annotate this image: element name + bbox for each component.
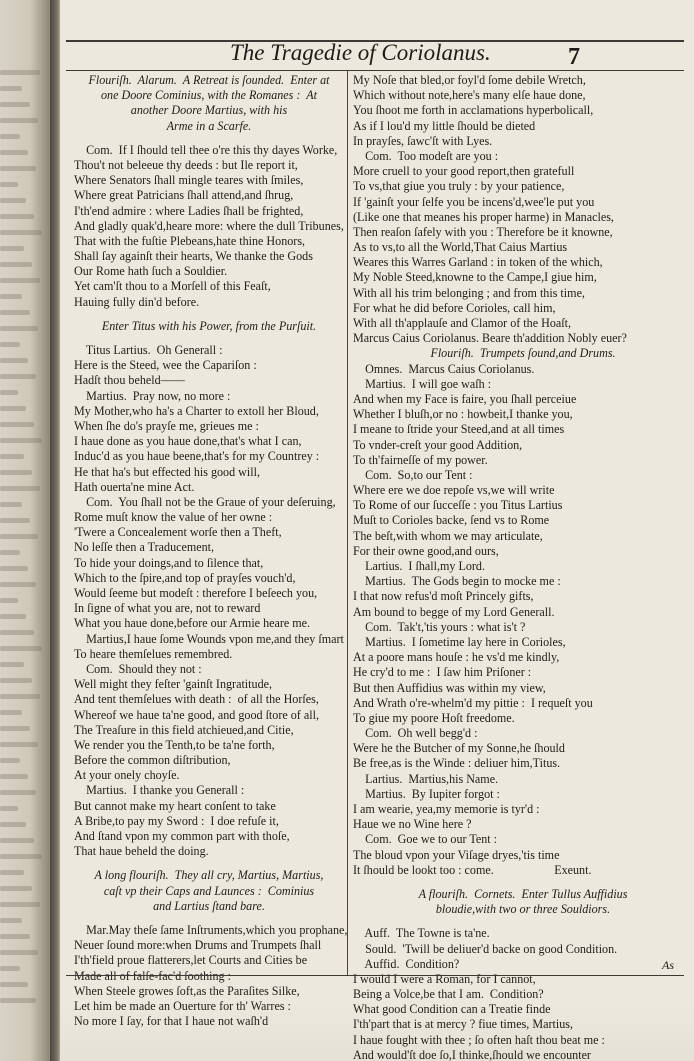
text-line: To hide your doings,and to ſilence that,: [74, 555, 264, 570]
text-line: At your onely choyſe.: [74, 768, 180, 783]
text-line: That haue beheld the doing.: [74, 844, 209, 859]
stage-direction: one Doore Cominius, with the Romanes : At: [101, 88, 317, 103]
ghost-text-line: [0, 678, 32, 683]
ghost-text-line: [0, 86, 22, 91]
text-line: I haue done as you haue done,that's what I can,: [74, 434, 302, 449]
stage-direction: A long flouriſh. They all cry, Martius, Martius,: [94, 868, 324, 883]
text-line: In prayſes, ſawc'ſt with Lyes.: [353, 133, 493, 148]
text-line: We render you the Tenth,to be ta'ne forth,: [74, 737, 275, 752]
text-line: As if I lou'd my little ſhould be dieted: [353, 118, 536, 133]
ghost-text-line: [0, 662, 24, 667]
text-line: For what he did before Corioles, call him,: [353, 300, 556, 315]
ghost-text-line: [0, 454, 24, 459]
text-line: That with the fuſtie Plebeans,hate thine Honors,: [74, 233, 306, 248]
column-gap: [353, 878, 693, 887]
ghost-text-line: [0, 854, 42, 859]
text-line: Rome muſt know the value of her owne :: [74, 510, 273, 525]
right-text-column: [353, 73, 693, 1061]
ghost-text-line: [0, 838, 34, 843]
stage-direction: Enter Titus with his Power, from the Purſuit.: [101, 318, 317, 333]
stage-direction: Arme in a Scarfe.: [166, 118, 252, 133]
stage-direction: bloudie,with two or three Souldiors.: [435, 902, 611, 917]
text-line: A Bribe,to pay my Sword : I doe refuſe it,: [74, 813, 279, 828]
ghost-text-line: [0, 758, 20, 763]
ghost-text-line: [0, 550, 20, 555]
ghost-text-line: [0, 214, 34, 219]
ghost-text-line: [0, 982, 28, 987]
ghost-text-line: [0, 134, 20, 139]
text-line: Marcus Caius Coriolanus. Beare th'addition Nobly euer?: [353, 331, 627, 346]
ghost-text-line: [0, 182, 18, 187]
text-line: And when my Face is faire, you ſhall perceiue: [353, 391, 577, 406]
text-line: To giue my poore Hoſt freedome.: [353, 710, 515, 725]
ghost-text-line: [0, 118, 38, 123]
page-number: 7: [568, 44, 580, 70]
text-line: Neuer ſound more:when Drums and Trumpets ſhall: [74, 938, 322, 953]
text-line: I'th'field proue flatterers,let Courts and Cities be: [74, 953, 308, 968]
ghost-text-line: [0, 310, 30, 315]
text-line: To Rome of our ſucceſſe : you Titus Lartius: [353, 498, 563, 513]
text-line: But then Auffidius was within my view,: [353, 680, 546, 695]
text-line: Lartius. Martius,his Name.: [353, 771, 499, 786]
text-line: Com. If I ſhould tell thee o're this thy dayes Worke,: [74, 142, 338, 157]
text-line: Before the common diſtribution,: [74, 753, 231, 768]
book-page: [60, 0, 694, 1061]
ghost-text-line: [0, 742, 38, 747]
text-line: Martius. I ſometime lay here in Corioles,: [353, 634, 566, 649]
text-line: And tent themſelues with death : of all the Horſes,: [74, 692, 319, 707]
text-line: When ſhe do's prayſe me, grieues me :: [74, 418, 259, 433]
text-line: Were he the Butcher of my Sonne,he ſhould: [353, 741, 565, 756]
text-line: With all his trim belonging ; and from this time,: [353, 285, 585, 300]
text-line: Yet cam'ſt thou to a Morſell of this Feaſt,: [74, 279, 271, 294]
text-line: Whether I bluſh,or no : howbeit,I thanke you,: [353, 407, 573, 422]
column-gap: [74, 914, 344, 923]
ghost-text-line: [0, 726, 30, 731]
ghost-text-line: [0, 582, 36, 587]
stage-direction: Flouriſh. Alarum. A Retreat is ſounded. Enter at: [88, 73, 330, 87]
text-line: It ſhould be lookt too : come. Exeunt.: [353, 862, 592, 877]
text-line: Lartius. I ſhall,my Lord.: [353, 559, 485, 573]
text-line: To vnder-creſt your good Addition,: [353, 437, 523, 452]
text-line: And would'ſt doe ſo,I thinke,ſhould we encounter: [353, 1047, 591, 1061]
text-line: He that ha's but effected his good will,: [74, 464, 261, 479]
stage-direction: another Doore Martius, with his: [130, 103, 288, 118]
text-line: To th'fairneſſe of my power.: [353, 452, 488, 467]
catchword: As: [662, 958, 674, 972]
text-line: At a poore mans houſe : he vs'd me kindly,: [353, 650, 560, 665]
ghost-text-line: [0, 342, 20, 347]
text-line: What you haue done,before our Armie heare me.: [74, 616, 311, 631]
text-line: I haue fought with thee ; ſo often haſt thou beat me :: [353, 1032, 605, 1047]
header-rule-lower: [66, 70, 684, 71]
text-line: Martius,I haue ſome Wounds vpon me,and they ſmart: [74, 631, 344, 646]
ghost-text-line: [0, 150, 28, 155]
text-line: Martius. By Iupiter forgot :: [353, 786, 500, 801]
text-line: Haue we no Wine here ?: [353, 817, 472, 832]
ghost-text-line: [0, 598, 18, 603]
text-line: I would I were a Roman, for I cannot,: [353, 971, 536, 986]
ghost-text-line: [0, 262, 32, 267]
text-line: He cry'd to me : I ſaw him Priſoner :: [353, 665, 532, 680]
text-line: To heare themſelues remembred.: [74, 646, 233, 661]
column-gap: [74, 134, 344, 143]
stage-direction: and Lartius ſtand bare.: [153, 898, 265, 913]
ghost-text-line: [0, 966, 20, 971]
left-text-column: [74, 73, 348, 1029]
ghost-text-line: [0, 278, 40, 283]
text-line: Com. So,to our Tent :: [353, 467, 473, 482]
text-line: I'th'end admire : where Ladies ſhall be frighted,: [74, 203, 304, 218]
text-line: Titus Lartius. Oh Generall :: [74, 343, 223, 357]
stage-direction: caſt vp their Caps and Launces : Cominius: [103, 883, 315, 898]
text-line: Which without note,here's many elſe haue done,: [353, 88, 586, 103]
ghost-text-line: [0, 630, 34, 635]
ghost-text-line: [0, 694, 40, 699]
text-line: Hadſt thou beheld——: [74, 373, 185, 388]
text-line: And gladly quak'd,heare more: where the dull Tribunes,: [74, 218, 344, 233]
ghost-text-line: [0, 886, 32, 891]
ghost-text-line: [0, 534, 38, 539]
text-line: And Wrath o're-whelm'd my pittie : I requeſt you: [353, 695, 593, 710]
text-line: As to vs,to all the World,That Caius Martius: [353, 240, 568, 255]
ghost-text-line: [0, 710, 22, 715]
ghost-text-line: [0, 902, 40, 907]
text-line: I that now refus'd moſt Princely gifts,: [353, 589, 534, 604]
ghost-text-line: [0, 566, 28, 571]
text-line: Com. Oh well begg'd :: [353, 726, 478, 741]
text-line: My Noble Steed,knowne to the Campe,I giue him,: [353, 270, 597, 285]
ghost-text-line: [0, 406, 26, 411]
text-line: I am wearie, yea,my memorie is tyr'd :: [353, 802, 540, 816]
column-gap: [74, 334, 344, 343]
footer-rule: [66, 975, 684, 976]
ghost-text-line: [0, 918, 22, 923]
text-line: Martius. I will goe waſh :: [353, 376, 492, 391]
text-line: Martius. The Gods begin to mocke me :: [353, 574, 561, 589]
ghost-text-line: [0, 326, 38, 331]
ghost-text-line: [0, 806, 18, 811]
ghost-text-line: [0, 438, 42, 443]
ghost-text-line: [0, 198, 26, 203]
text-line: My Mother,who ha's a Charter to extoll her Bloud,: [74, 403, 319, 418]
ghost-text-line: [0, 230, 42, 235]
text-line: Mar.May theſe ſame Inſtruments,which you prophane,: [74, 922, 348, 937]
text-line: Where Senators ſhall mingle teares with ſmiles,: [74, 173, 304, 188]
column-gap: [74, 859, 344, 868]
text-line: To vs,that giue you truly : by your patience,: [353, 179, 565, 194]
ghost-text-line: [0, 646, 42, 651]
text-line: Auffid. Condition?: [353, 956, 460, 971]
ghost-text-line: [0, 822, 26, 827]
text-line: Com. Tak't,'tis yours : what is't ?: [353, 619, 526, 634]
text-line: Let him be made an Ouerture for th' Warres :: [74, 998, 291, 1013]
text-line: Weares this Warres Garland : in token of the which,: [353, 255, 603, 270]
ghost-text-line: [0, 70, 40, 75]
text-line: No more I ſay, for that I haue not waſh'd: [74, 1014, 269, 1029]
ghost-text-line: [0, 774, 28, 779]
text-line: Where great Patricians ſhall attend,and ſhrug,: [74, 188, 294, 203]
text-line: Am bound to begge of my Lord Generall.: [353, 604, 555, 619]
text-line: I meane to ſtride your Steed,and at all times: [353, 422, 565, 437]
text-line: Sould. 'Twill be deliuer'd backe on good Condition.: [353, 941, 618, 956]
text-line: If 'gainſt your ſelfe you be incens'd,wee'le put you: [353, 194, 595, 209]
text-line: Which to the ſpire,and top of prayſes vouch'd,: [74, 570, 296, 585]
text-line: Martius. Pray now, no more :: [74, 388, 231, 403]
ghost-text-line: [0, 390, 18, 395]
text-line: Hauing fully din'd before.: [74, 294, 200, 309]
text-line: You ſhoot me forth in acclamations hyperbolicall,: [353, 103, 594, 118]
text-line: When Steele growes ſoft,as the Paraſites Silke,: [74, 983, 300, 998]
column-gap: [353, 917, 693, 926]
column-gap: [74, 310, 344, 319]
text-line: Com. Goe we to our Tent :: [353, 832, 498, 847]
ghost-text-line: [0, 470, 32, 475]
ghost-text-line: [0, 934, 30, 939]
ghost-text-line: [0, 486, 40, 491]
text-line: Hath ouerta'ne mine Act.: [74, 479, 195, 494]
text-line: My Noſe that bled,or foyl'd ſome debile Wretch,: [353, 73, 586, 87]
text-line: Muſt to Corioles backe, ſend vs to Rome: [353, 513, 550, 528]
text-line: Auff. The Towne is ta'ne.: [353, 926, 490, 941]
text-line: Thou't not beleeue thy deeds : but Ile report it,: [74, 157, 298, 172]
ghost-text-line: [0, 614, 26, 619]
text-line: Then reaſon ſafely with you : Therefore be it knowne,: [353, 224, 613, 239]
ghost-text-line: [0, 518, 30, 523]
column-divider: [347, 71, 348, 976]
text-line: No leſſe then a Traducement,: [74, 540, 215, 555]
text-line: What good Condition can a Treatie finde: [353, 1002, 551, 1017]
text-line: But cannot make my heart conſent to take: [74, 798, 276, 813]
text-line: In ſigne of what you are, not to reward: [74, 601, 261, 616]
text-line: Whereof we haue ta'ne good, and good ſtore of all,: [74, 707, 319, 722]
ghost-text-line: [0, 422, 34, 427]
ghost-text-line: [0, 502, 22, 507]
ghost-text-line: [0, 358, 28, 363]
text-line: Being a Volce,be that I am. Condition?: [353, 987, 544, 1002]
ghost-text-line: [0, 998, 36, 1003]
text-line: (Like one that meanes his proper harme) in Manacles,: [353, 209, 614, 224]
text-line: With all th'applauſe and Clamor of the Hoaſt,: [353, 316, 571, 330]
text-line: Where ere we doe repoſe vs,we will write: [353, 483, 555, 498]
text-line: 'Twere a Concealement worſe then a Theft,: [74, 525, 282, 540]
text-line: I'th'part that is at mercy ? fiue times, Martius,: [353, 1017, 573, 1032]
text-line: Com. You ſhall not be the Graue of your deſeruing,: [74, 494, 336, 509]
text-line: Here is the Steed, wee the Capariſon :: [74, 358, 257, 373]
text-line: More cruell to your good report,then gratefull: [353, 164, 575, 179]
ghost-text-line: [0, 102, 30, 107]
stage-direction: Flouriſh. Trumpets ſound,and Drums.: [430, 346, 616, 361]
ghost-text-line: [0, 950, 38, 955]
text-line: Omnes. Marcus Caius Coriolanus.: [353, 361, 535, 376]
text-line: Shall ſay againſt their hearts, We thanke the Gods: [74, 249, 313, 264]
previous-page-edge: [0, 0, 50, 1061]
ghost-text-line: [0, 790, 36, 795]
text-line: Made all of falſe-fac'd ſoothing :: [74, 968, 231, 983]
ghost-text-line: [0, 870, 24, 875]
text-line: The bloud vpon your Viſage dryes,'tis time: [353, 847, 560, 862]
text-line: Com. Should they not :: [74, 661, 202, 676]
text-line: Induc'd as you haue beene,that's for my Countrey :: [74, 449, 320, 464]
ghost-text-line: [0, 294, 22, 299]
text-line: Com. Too modeſt are you :: [353, 148, 499, 163]
stage-direction: A flouriſh. Cornets. Enter Tullus Auffidius: [418, 886, 628, 901]
text-line: Would ſeeme but modeſt : therefore I beſeech you,: [74, 586, 318, 600]
text-line: Be free,as is the Winde : deliuer him,Titus.: [353, 756, 561, 771]
ghost-text-line: [0, 374, 36, 379]
text-line: Our Rome hath ſuch a Souldier.: [74, 264, 228, 279]
text-line: The beſt,with whom we may articulate,: [353, 528, 543, 543]
ghost-text-line: [0, 246, 24, 251]
text-line: For their owne good,and ours,: [353, 543, 499, 558]
text-line: Well might they feſter 'gainſt Ingratitude,: [74, 677, 273, 692]
text-line: Martius. I thanke you Generall :: [74, 783, 245, 798]
ghost-text-line: [0, 166, 36, 171]
running-title: The Tragedie of Coriolanus.: [230, 40, 491, 65]
text-line: And ſtand vpon my common part with thoſe,: [74, 829, 290, 843]
text-line: The Treaſure in this field atchieued,and Citie,: [74, 722, 294, 737]
